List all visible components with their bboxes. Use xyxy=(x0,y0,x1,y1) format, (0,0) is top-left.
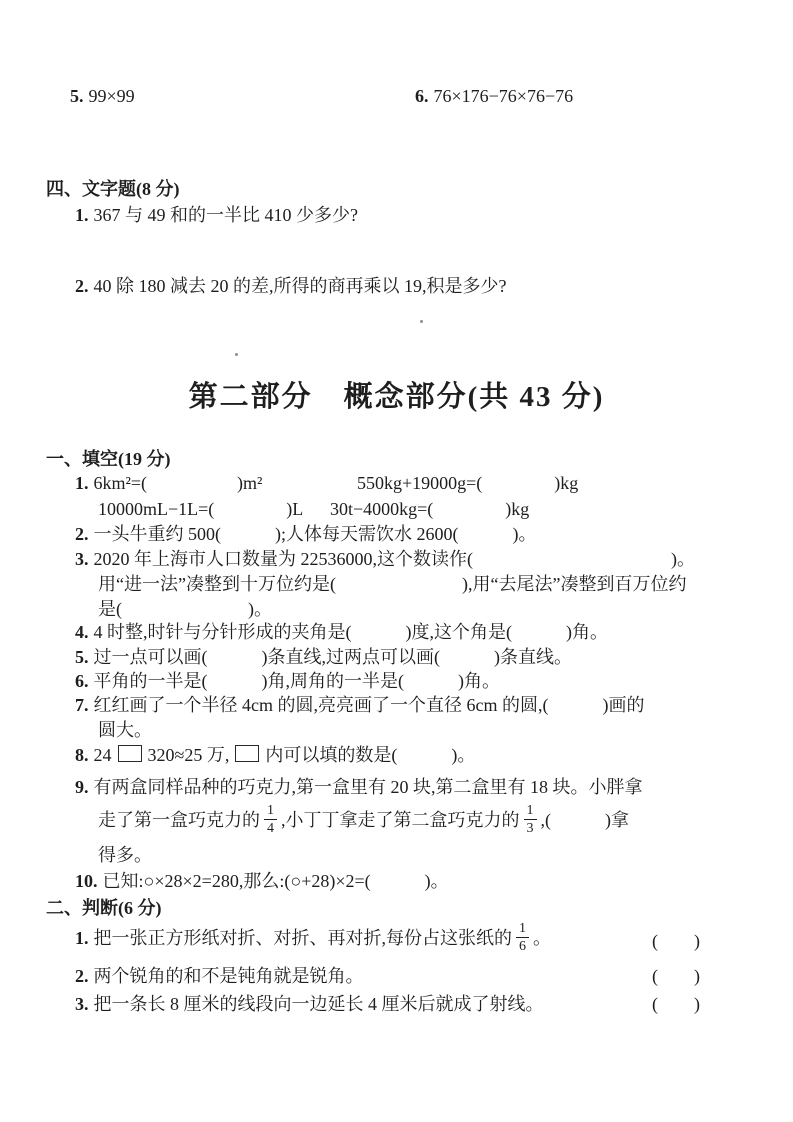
fill-q9-line3: 得多。 xyxy=(98,845,152,865)
part-two-title: 第二部分 概念部分(共 43 分) xyxy=(188,381,605,413)
fraction-one-sixth: $\frac{1}{6}$ xyxy=(516,921,529,954)
fraction-one-fourth: $\frac{1}{4}$ xyxy=(264,803,277,836)
fill-q1-row2-right: 30t−4000kg=( )kg xyxy=(330,499,530,519)
judge-q1 xyxy=(75,918,551,958)
fill-q6 xyxy=(75,669,500,693)
fraction-one-third: $\frac{1}{3}$ xyxy=(524,803,537,836)
fill-q3-line1 xyxy=(75,547,695,571)
question-number: 6. xyxy=(75,671,89,691)
question-text: 内可以填的数是( )。 xyxy=(265,745,476,765)
scan-speck xyxy=(235,353,238,356)
judge-q3-answer-blank: ( ) xyxy=(652,994,700,1014)
question-number: 3. xyxy=(75,994,89,1014)
fill-q1-row1-left xyxy=(75,471,262,495)
question-text: ,( )拿 xyxy=(540,810,629,830)
fill-q3-line2: 用“进一法”凑整到十万位约是( ),用“去尾法”凑整到百万位约 xyxy=(98,574,687,594)
question-number: 2. xyxy=(75,966,89,986)
question-text: 367 与 49 和的一半比 410 少多少? xyxy=(93,205,358,225)
calc-question-5 xyxy=(70,84,135,108)
word-question-2 xyxy=(75,274,507,298)
blank-box-icon xyxy=(235,745,259,762)
question-text: 已知:○×28×2=280,那么:(○+28)×2=( )。 xyxy=(102,871,449,891)
fill-q9-line1 xyxy=(75,775,643,799)
question-text: 平角的一半是( )角,周角的一半是( )角。 xyxy=(93,671,500,691)
question-text: 4 时整,时针与分针形成的夹角是( )度,这个角是( )角。 xyxy=(93,622,608,642)
fill-q1-row1-right: 550kg+19000g=( )kg xyxy=(357,473,579,493)
fill-q2 xyxy=(75,522,536,546)
fill-q5 xyxy=(75,645,572,669)
fill-q9-line2 xyxy=(98,800,629,840)
fill-q4 xyxy=(75,620,608,644)
question-text: 有两盒同样品种的巧克力,第一盒里有 20 块,第二盒里有 18 块。小胖拿 xyxy=(93,777,643,797)
question-number: 6. xyxy=(415,86,429,106)
question-text: 把一张正方形纸对折、对折、再对折,每份占这张纸的 xyxy=(93,928,512,948)
judge-q2-answer-blank: ( ) xyxy=(652,966,700,986)
question-number: 10. xyxy=(75,871,98,891)
judge-q1-answer-blank: ( ) xyxy=(652,931,700,951)
calc-question-6 xyxy=(415,84,573,108)
fill-q3-line3: 是( )。 xyxy=(98,599,272,619)
question-text: 2020 年上海市人口数量为 22536000,这个数读作( )。 xyxy=(93,549,695,569)
judge-q3 xyxy=(75,992,544,1016)
question-text: 一头牛重约 500( );人体每天需饮水 2600( )。 xyxy=(93,524,537,544)
question-text: 走了第一盒巧克力的 xyxy=(98,810,260,830)
question-text: ,小丁丁拿走了第二盒巧克力的 xyxy=(281,810,520,830)
word-question-1 xyxy=(75,203,358,227)
question-text: 6km²=( )m² xyxy=(93,473,263,493)
fill-q7-line1 xyxy=(75,693,644,717)
question-number: 2. xyxy=(75,524,89,544)
fill-heading: 一、填空(19 分) xyxy=(46,449,171,469)
question-expression: 76×176−76×76−76 xyxy=(433,86,574,106)
question-text: 红红画了一个半径 4cm 的圆,亮亮画了一个直径 6cm 的圆,( )画的 xyxy=(93,695,645,715)
question-number: 9. xyxy=(75,777,89,797)
question-number: 5. xyxy=(70,86,84,106)
question-text: 40 除 180 减去 20 的差,所得的商再乘以 19,积是多少? xyxy=(93,276,507,296)
question-text: 把一条长 8 厘米的线段向一边延长 4 厘米后就成了射线。 xyxy=(93,994,544,1014)
question-text: 。 xyxy=(533,928,551,948)
question-number: 5. xyxy=(75,647,89,667)
fill-q7-line2: 圆大。 xyxy=(98,720,152,740)
judge-heading: 二、判断(6 分) xyxy=(46,898,162,918)
fill-q10 xyxy=(75,869,449,893)
question-number: 8. xyxy=(75,745,89,765)
question-number: 1. xyxy=(75,205,89,225)
word-problems-heading: 四、文字题(8 分) xyxy=(46,179,180,199)
judge-q2 xyxy=(75,964,364,988)
question-number: 1. xyxy=(75,928,89,948)
question-number: 2. xyxy=(75,276,89,296)
question-text: 两个锐角的和不是钝角就是锐角。 xyxy=(93,966,364,986)
scan-speck xyxy=(420,320,423,323)
question-text: 24 xyxy=(93,745,112,765)
question-text: 320≈25 万, xyxy=(147,745,230,765)
question-number: 4. xyxy=(75,622,89,642)
question-number: 7. xyxy=(75,695,89,715)
question-number: 1. xyxy=(75,473,89,493)
fill-q1-row2-left: 10000mL−1L=( )L xyxy=(98,499,304,519)
blank-box-icon xyxy=(118,745,142,762)
question-number: 3. xyxy=(75,549,89,569)
fill-q8 xyxy=(75,743,475,767)
question-expression: 99×99 xyxy=(88,86,135,106)
question-text: 过一点可以画( )条直线,过两点可以画( )条直线。 xyxy=(93,647,572,667)
